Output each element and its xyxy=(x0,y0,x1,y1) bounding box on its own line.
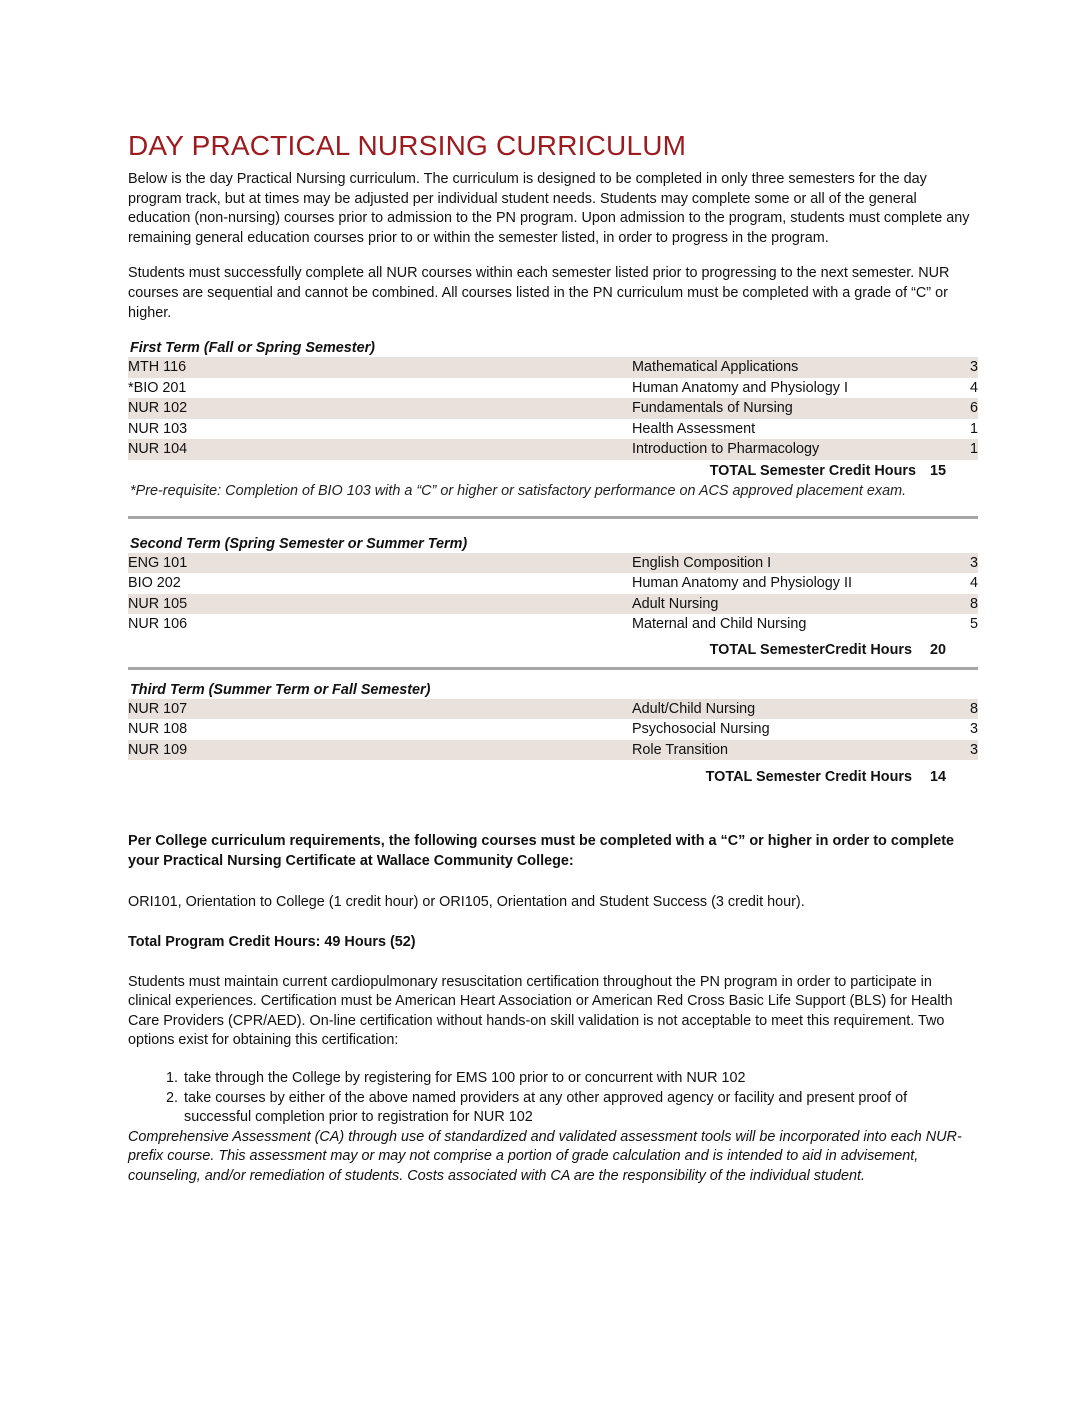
course-row xyxy=(128,357,978,378)
course-credits: 6 xyxy=(969,400,978,417)
term-total-label: TOTAL Semester Credit Hours xyxy=(709,462,916,479)
course-code: NUR 106 xyxy=(128,616,188,633)
term-total-value: 20 xyxy=(929,641,946,658)
term-total-label: TOTAL Semester Credit Hours xyxy=(705,769,912,786)
total-program-hours: Total Program Credit Hours: 49 Hours (52) xyxy=(128,933,416,950)
course-name: Human Anatomy and Physiology I xyxy=(632,379,848,396)
term-title: First Term (Fall or Spring Semester) xyxy=(130,340,375,357)
divider xyxy=(128,516,978,519)
course-name: Fundamentals of Nursing xyxy=(632,400,793,417)
intro-paragraph: Below is the day Practical Nursing curriculum. The curriculum is designed to be completed in only three semesters for the day program track, but at times may be adjusted per individual student needs. Students may complete some or all of the general education (non-nursing) courses prior to admission to the PN program. Upon admission to the program, students must complete any remaining general education courses prior to or within the semester listed, in order to progress in the program. xyxy=(128,171,970,246)
divider xyxy=(128,667,978,670)
course-code: NUR 105 xyxy=(128,595,188,612)
course-credits: 1 xyxy=(969,420,978,437)
term-title: Third Term (Summer Term or Fall Semester) xyxy=(130,681,431,698)
list-item: 1. take through the College by registering for EMS 100 prior to or concurrent with NUR 102 xyxy=(182,1069,978,1089)
course-name: Maternal and Child Nursing xyxy=(632,616,807,633)
course-row xyxy=(128,594,978,615)
course-name: Health Assessment xyxy=(632,420,756,437)
course-code: NUR 107 xyxy=(128,700,188,717)
college-requirement: Per College curriculum requirements, the following courses must be completed with a “C” or higher in order to complete your Practical Nursing Certificate at Wallace Community College: xyxy=(128,833,955,869)
term-total xyxy=(128,639,978,661)
course-row xyxy=(128,439,978,460)
cpr-paragraph: Students must maintain current cardiopulmonary resuscitation certification throughout the PN program in order to participate in clinical experiences. Certification must be American Heart Association or American Red Cross Basic Life Support (BLS) for Health Care Providers (CPR/AED). On-line certification without hands-on skill validation is not acceptable to meet this requirement. Two options exist for obtaining this certification: xyxy=(128,973,953,1049)
course-code: NUR 108 xyxy=(128,721,188,738)
course-name: Human Anatomy and Physiology II xyxy=(632,575,852,592)
course-name: Psychosocial Nursing xyxy=(632,721,770,738)
course-name: Role Transition xyxy=(632,741,728,758)
course-name: Adult Nursing xyxy=(632,595,719,612)
course-code: NUR 102 xyxy=(128,400,188,417)
term-total xyxy=(128,460,978,482)
course-row xyxy=(128,699,978,720)
course-name: Mathematical Applications xyxy=(632,359,799,376)
course-row xyxy=(128,719,978,740)
course-code: ENG 101 xyxy=(128,554,188,571)
list-item: 2. take courses by either of the above named providers at any other approved agency or facility and present proof of successful completion prior to registration for NUR 102 xyxy=(182,1089,978,1128)
term-total xyxy=(128,766,978,788)
course-credits: 3 xyxy=(969,359,978,376)
course-credits: 3 xyxy=(969,554,978,571)
course-credits: 4 xyxy=(969,379,978,396)
course-code: NUR 103 xyxy=(128,420,188,437)
course-code: NUR 104 xyxy=(128,441,188,458)
term-total-value: 15 xyxy=(929,462,946,479)
course-code: *BIO 201 xyxy=(128,379,187,396)
course-credits: 1 xyxy=(969,441,978,458)
orientation-text: ORI101, Orientation to College (1 credit hour) or ORI105, Orientation and Student Success (3 credit hour). xyxy=(128,894,805,911)
comprehensive-assessment-paragraph: Comprehensive Assessment (CA) through use of standardized and validated assessment tools will be incorporated into each NUR-prefix course. This assessment may or may not comprise a portion of grade calculation and is intended to aid in advisement, counseling, and/or remediation of students. Costs associated with CA are the responsibility of the individual student. xyxy=(128,1128,962,1184)
cpr-options-list xyxy=(128,1069,978,1128)
term-first xyxy=(128,340,978,519)
progression-paragraph: Students must successfully complete all NUR courses within each semester listed prior to progressing to the next semester. NUR courses are sequential and cannot be combined. All courses listed in the PN curriculum must be completed with a grade of “C” or higher. xyxy=(128,265,950,321)
course-code: BIO 202 xyxy=(128,575,181,592)
page-title: DAY PRACTICAL NURSING CURRICULUM xyxy=(128,130,687,161)
term-third xyxy=(128,682,978,789)
course-credits: 4 xyxy=(969,575,978,592)
prerequisite-note: *Pre-requisite: Completion of BIO 103 with a “C” or higher or satisfactory performance on ACS approved placement exam. xyxy=(130,482,907,499)
document-content xyxy=(128,128,978,1186)
course-credits: 8 xyxy=(969,700,978,717)
course-row xyxy=(128,378,978,399)
course-code: NUR 109 xyxy=(128,741,188,758)
term-second xyxy=(128,536,978,670)
course-code: MTH 116 xyxy=(128,359,187,376)
course-name: Introduction to Pharmacology xyxy=(632,441,820,458)
course-credits: 8 xyxy=(969,595,978,612)
course-credits: 5 xyxy=(969,616,978,633)
course-row xyxy=(128,398,978,419)
course-name: Adult/Child Nursing xyxy=(632,700,756,717)
course-row xyxy=(128,573,978,594)
term-total-label: TOTAL SemesterCredit Hours xyxy=(709,641,912,658)
course-credits: 3 xyxy=(969,721,978,738)
course-row xyxy=(128,740,978,761)
course-row xyxy=(128,419,978,440)
course-name: English Composition I xyxy=(632,554,772,571)
term-total-value: 14 xyxy=(929,769,946,786)
course-row xyxy=(128,553,978,574)
term-title: Second Term (Spring Semester or Summer Term) xyxy=(130,535,468,552)
course-row xyxy=(128,614,978,635)
course-credits: 3 xyxy=(969,741,978,758)
